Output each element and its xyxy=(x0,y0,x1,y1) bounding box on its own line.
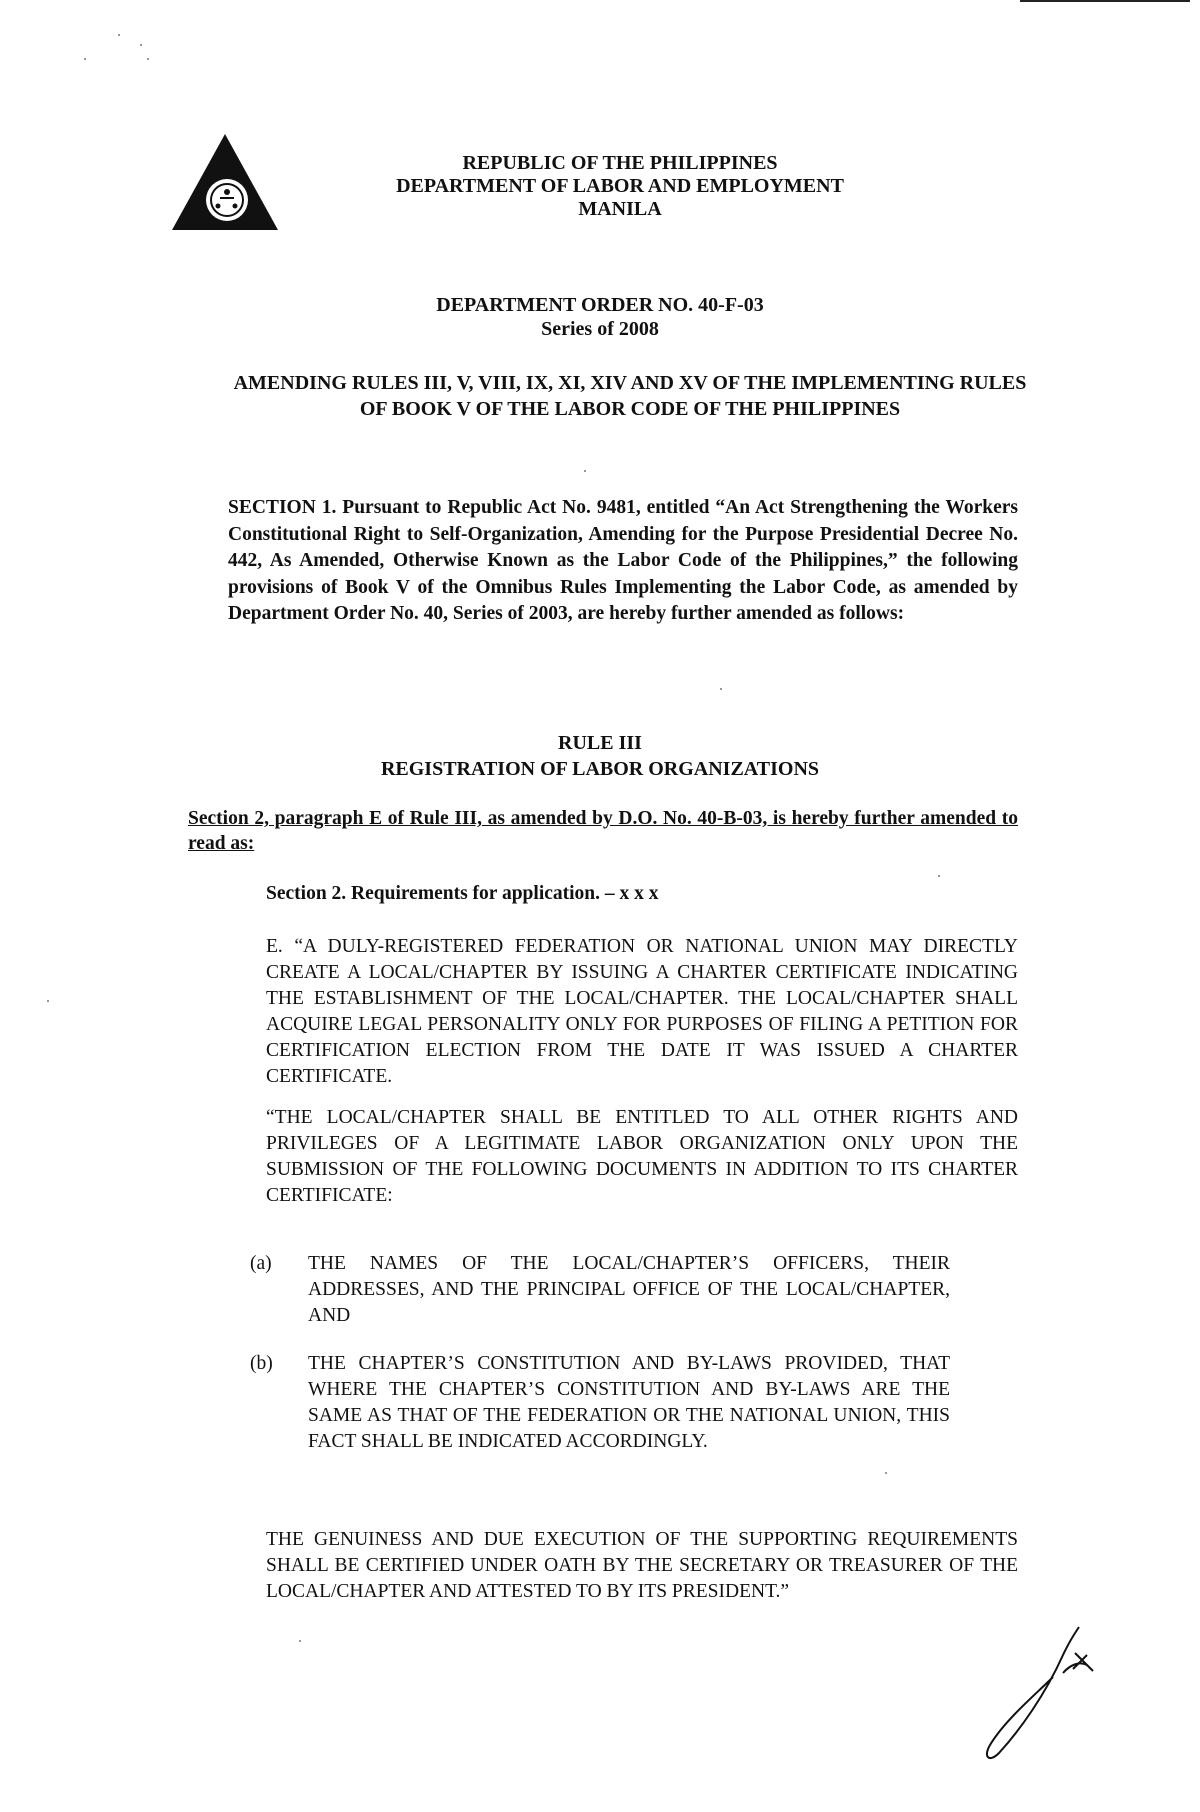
letterhead-country: REPUBLIC OF THE PHILIPPINES xyxy=(462,152,778,174)
list-item-text: THE CHAPTER’S CONSTITUTION AND BY-LAWS PROVIDED, THAT WHERE THE CHAPTER’S CONSTITUTION AND BY-LAWS ARE THE SAME AS THAT OF THE FEDERATION OR THE NATIONAL UNION, THIS FACT SHALL BE INDICATED ACCORDINGLY. xyxy=(308,1353,950,1452)
section-1-paragraph xyxy=(188,495,1018,628)
scan-speck xyxy=(47,1000,49,1002)
initial-signature-icon xyxy=(975,1625,1105,1765)
scan-speck xyxy=(118,34,120,36)
document-requirements-list xyxy=(250,1251,950,1477)
paragraph-genuineness-text: THE GENUINESS AND DUE EXECUTION OF THE SUPPORTING REQUIREMENTS SHALL BE CERTIFIED UNDER OATH BY THE SECRETARY OR TREASURER OF THE LOCAL/CHAPTER AND ATTESTED TO BY ITS PRESIDENT.” xyxy=(266,1529,1018,1602)
paragraph-e xyxy=(188,934,1018,1090)
scan-speck xyxy=(299,1640,301,1642)
scan-speck xyxy=(84,58,86,60)
scan-speck xyxy=(938,875,940,877)
order-number: DEPARTMENT ORDER NO. 40-F-03 xyxy=(436,294,764,316)
paragraph-local-chapter xyxy=(188,1105,1018,1209)
list-item xyxy=(250,1351,950,1455)
list-item xyxy=(250,1251,950,1329)
rule-title: REGISTRATION OF LABOR ORGANIZATIONS xyxy=(380,758,820,780)
list-item-text: THE NAMES OF THE LOCAL/CHAPTER’S OFFICERS, THEIR ADDRESSES, AND THE PRINCIPAL OFFICE OF THE LOCAL/CHAPTER, AND xyxy=(308,1253,950,1326)
paragraph-e-text: E. “A DULY-REGISTERED FEDERATION OR NATIONAL UNION MAY DIRECTLY CREATE A LOCAL/CHAPTER BY ISSUING A CHARTER CERTIFICATE INDICATING THE ESTABLISHMENT OF THE LOCAL/CHAPTER. THE LOCAL/CHAPTER SHALL ACQUIRE LEGAL PERSONALITY ONLY FOR PURPOSES OF FILING A PETITION FOR CERTIFICATION ELECTION FROM THE DATE IT WAS ISSUED A CHARTER CERTIFICATE. xyxy=(266,936,1018,1087)
letterhead xyxy=(340,152,900,221)
scan-speck xyxy=(140,44,142,46)
rule-number: RULE III xyxy=(558,732,642,754)
paragraph-genuineness xyxy=(188,1527,1018,1605)
order-series: Series of 2008 xyxy=(541,318,659,340)
rule-heading xyxy=(0,730,1200,782)
dole-seal-icon xyxy=(170,132,280,232)
amendment-reference: Section 2, paragraph E of Rule III, as amended by D.O. No. 40-B-03, is hereby further amended to read as: xyxy=(188,808,1018,854)
document-title: AMENDING RULES III, V, VIII, IX, XI, XIV AND XV OF THE IMPLEMENTING RULES OF BOOK V OF THE LABOR CODE OF THE PHILIPPINES xyxy=(233,372,1027,420)
list-item-label: (b) xyxy=(250,1353,273,1374)
section-1-text: SECTION 1. Pursuant to Republic Act No. 9481, entitled “An Act Strengthening the Workers Constitutional Right to Self-Organization, Amending for the Purpose Presidential Decree No. 442, As Amended, Otherwise Known as the Labor Code of the Philippines,” the following provisions of Book V of the Omnibus Rules Implementing the Labor Code, as amended by Department Order No. 40, Series of 2003, are hereby further amended as follows: xyxy=(228,497,1018,624)
list-item-label: (a) xyxy=(250,1253,272,1274)
scan-speck xyxy=(584,470,586,472)
scan-speck xyxy=(147,58,149,60)
paragraph-local-chapter-text: “THE LOCAL/CHAPTER SHALL BE ENTITLED TO ALL OTHER RIGHTS AND PRIVILEGES OF A LEGITIMATE LABOR ORGANIZATION ONLY UPON THE SUBMISSION OF THE FOLLOWING DOCUMENTS IN ADDITION TO ITS CHARTER CERTIFICATE: xyxy=(266,1107,1018,1206)
letterhead-city: MANILA xyxy=(578,198,662,220)
scan-speck xyxy=(720,688,722,690)
order-heading xyxy=(0,293,1200,341)
requirements-heading: Section 2. Requirements for application. – x x x xyxy=(266,883,659,904)
scan-edge-line xyxy=(1020,0,1190,2)
letterhead-department: DEPARTMENT OF LABOR AND EMPLOYMENT xyxy=(396,175,844,197)
